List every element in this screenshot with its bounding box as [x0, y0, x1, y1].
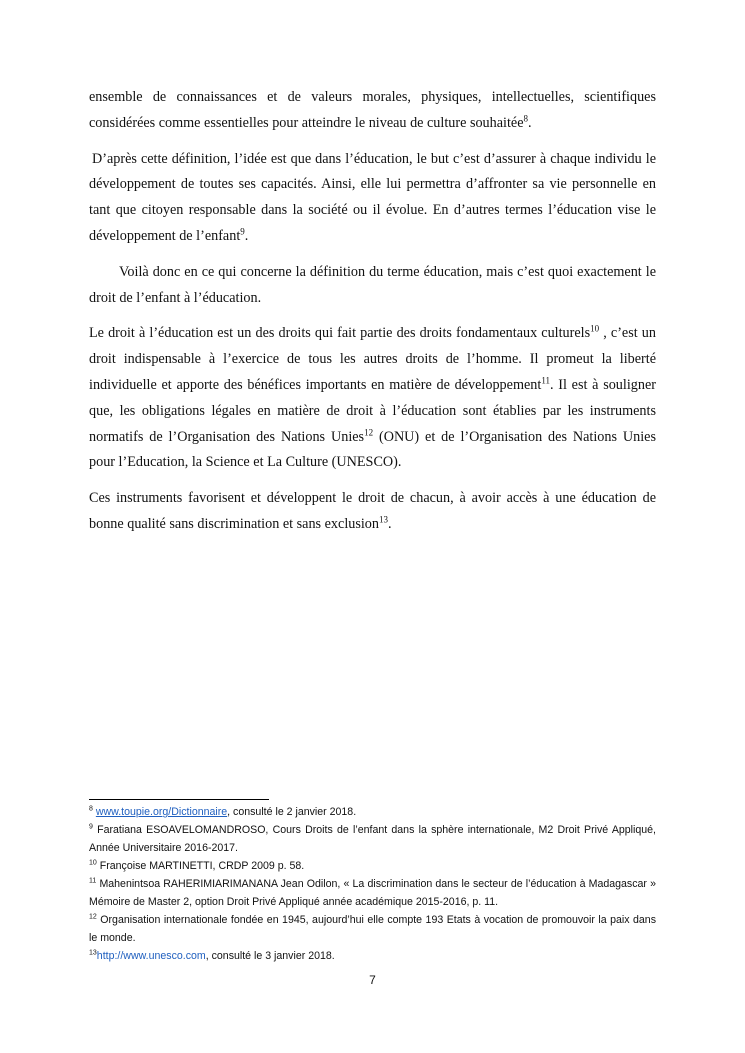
body-text: [89, 85, 656, 548]
paragraph-1: ensemble de connaissances et de valeurs morales, physiques, intellectuelles, scientifiques considérées comme essentielles pour atteindre le niveau de culture souhaitée$^8$.: [89, 89, 656, 131]
paragraph-5: Ces instruments favorisent et développent le droit de chacun, à avoir accès à une éducation de bonne qualité sans discrimination et sans exclusion$^{13}$.: [89, 490, 656, 532]
footnote-9: $^9$ Faratiana ESOAVELOMANDROSO, Cours Droits de l’enfant dans la sphère internationale, M2 Droit Privé Appliqué, Année Universitaire 2016-2017.: [89, 823, 656, 854]
footnote-ref-13[interactable]: 13: [379, 514, 388, 525]
paragraph-2: D’après cette définition, l’idée est que dans l’éducation, le but c’est d’assurer à chaque individu le développement de toutes ses capacités. Ainsi, elle lui permettra d’affronter sa vie personnelle en tant que citoyen responsable dans la société ou il évolue. En d’autres termes l’éducation vise le développement de l’enfant$^9$.: [89, 150, 656, 244]
footnote-8: $^8$ www.toupie.org/Dictionnaire, consulté le 2 janvier 2018.: [89, 805, 357, 818]
footnote-ref-8[interactable]: 8: [523, 113, 529, 124]
footnote-11: $^{11}$ Mahenintsoa RAHERIMIARIMANANA Jean Odilon, « La discrimination dans le secteur de l’éducation à Madagascar » Mémoire de Master 2, option Droit Privé Appliqué année académique 2015-2016, p. 11.: [89, 877, 656, 908]
footnote-8-link[interactable]: www.toupie.org/Dictionnaire: [95, 806, 228, 818]
footnote-ref-12[interactable]: 12: [364, 426, 374, 437]
footnote-13-link[interactable]: http://www.unesco.com: [96, 950, 206, 962]
footnote-ref-10[interactable]: 10: [590, 323, 600, 334]
footnotes: [89, 803, 656, 965]
footnote-ref-11[interactable]: 11: [541, 375, 550, 386]
footnote-ref-9[interactable]: 9: [240, 226, 245, 237]
footnote-separator: [89, 799, 269, 800]
page-number: 7: [369, 973, 376, 987]
footnote-10: $^{10}$ Françoise MARTINETTI, CRDP 2009 p. 58.: [89, 859, 305, 872]
footnote-12: $^{12}$ Organisation internationale fondée en 1945, aujourd’hui elle compte 193 Etats à vocation de promouvoir la paix dans le monde.: [89, 913, 656, 944]
paragraph-3: Voilà donc en ce qui concerne la définition du terme éducation, mais c’est quoi exactement le droit de l’enfant à l’éducation.: [89, 263, 656, 306]
footnote-13: $^{13}$http://www.unesco.com, consulté le 3 janvier 2018.: [89, 949, 335, 962]
paragraph-4: Le droit à l’éducation est un des droits qui fait partie des droits fondamentaux culturels$^{10}$ , c’est un droit indispensable à l’exercice de tous les autres droits de l’homme. Il promeut la liberté individuelle et apporte des bénéfices importants en matière de développement$^{11}$. Il est à souligner que, les obligations légales en matière de droit à l’éducation sont établies par les instruments normatifs de l’Organisation des Nations Unies$^{12}$ (ONU) et de l’Organisation des Nations Unies pour l’Education, la Science et La Culture (UNESCO).: [89, 323, 656, 471]
